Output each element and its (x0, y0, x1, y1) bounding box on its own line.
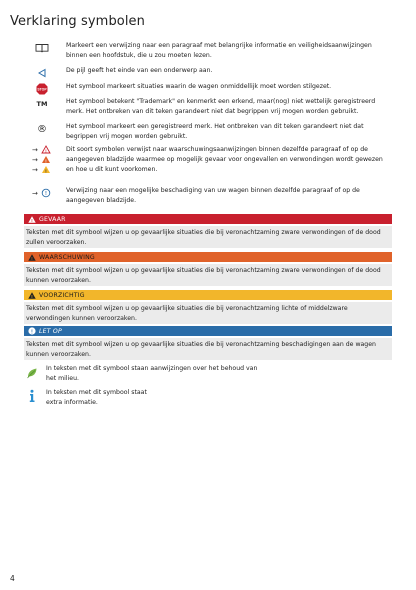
page-title: Verklaring symbolen (10, 14, 145, 29)
svg-text:→: → (32, 156, 38, 164)
svg-text:!: ! (31, 217, 33, 223)
warning-triangle-icon (28, 216, 36, 223)
warning-text: Teksten met dit symbool wijzen u op gevaarlijke situaties die bij veronachtzaming lichte of middelzware verwondingen kunnen veroorzaken. (24, 302, 392, 324)
page-number: 4 (10, 574, 15, 583)
registered-label: ® (37, 123, 47, 135)
symbol-description: Markeert een verwijzing naar een paragraaf met belangrijke informatie en veiligheidsaanwijzingen binnen een hoofdstuk, die u zou moeten lezen. (66, 42, 372, 59)
svg-text:!: ! (45, 191, 47, 198)
warning-header-waarschuwing (24, 252, 392, 262)
warning-text: Teksten met dit symbool wijzen u op gevaarlijke situaties die bij veronachtzaming zware verwondingen of de dood kunnen veroorzaken. (24, 264, 392, 286)
svg-text:!: ! (31, 255, 33, 261)
warning-level: WAARSCHUWING (39, 253, 95, 261)
arrow-left-icon (30, 66, 54, 80)
warning-arrows-icon (30, 145, 54, 175)
warning-triangle-icon (28, 292, 36, 299)
registered-icon (30, 122, 54, 136)
warning-level: LET OP (39, 327, 62, 335)
book-icon (30, 41, 54, 55)
svg-text:!: ! (45, 158, 47, 164)
note-text: In teksten met dit symbool staan aanwijzingen over het behoud van het milieu. (46, 365, 258, 382)
trademark-icon (30, 97, 54, 111)
symbol-description: Dit soort symbolen verwijst naar waarschuwingsaanwijzingen binnen dezelfde paragraaf of op de aangegeven bladzijde waarmee op mogelijk gevaar voor ongevallen en verwondingen wordt gewezen en hoe u dit kunt voorkomen. (66, 146, 383, 173)
svg-text:→: → (32, 146, 38, 154)
warning-text: Teksten met dit symbool wijzen u op gevaarlijke situaties die bij veronachtzaming beschadigingen aan de wagen kunnen veroorzaken. (24, 338, 392, 360)
damage-arrow-icon (30, 186, 54, 200)
warning-level: GEVAAR (39, 215, 66, 223)
svg-text:!: ! (31, 293, 33, 299)
svg-text:→: → (32, 166, 38, 174)
notice-circle-icon (28, 327, 36, 335)
trademark-label: TM (36, 100, 48, 108)
warning-header-let-op (24, 326, 392, 336)
leaf-icon (26, 364, 38, 376)
svg-text:!: ! (31, 329, 33, 335)
svg-text:!: ! (45, 168, 47, 174)
svg-text:→: → (32, 189, 38, 198)
stop-sign-icon (30, 82, 54, 96)
warning-triangle-icon (28, 254, 36, 261)
symbol-description: De pijl geeft het einde van een onderwerp aan. (66, 67, 213, 74)
warning-header-voorzichtig (24, 290, 392, 300)
symbol-description: Het symbool betekent "Trademark" en kenmerkt een erkend, maar(nog) niet wettelijk geregistreerd merk. Het ontbreken van dit teken garandeert niet dat begrippen vrij mogen worden gebruikt. (66, 98, 376, 115)
note-text: In teksten met dit symbool staat extra informatie. (46, 389, 147, 406)
symbol-description: Verwijzing naar een mogelijke beschadiging van uw wagen binnen dezelfde paragraaf of op de aangegeven bladzijde. (66, 187, 360, 204)
stop-label: STOP (37, 87, 47, 92)
symbol-description: Het symbool markeert situaties waarin de wagen onmiddellijk moet worden stilgezet. (66, 83, 332, 90)
warning-level: VOORZICHTIG (39, 291, 85, 299)
svg-text:!: ! (45, 148, 47, 154)
warning-text: Teksten met dit symbool wijzen u op gevaarlijke situaties die bij veronachtzaming zware verwondingen of de dood zullen veroorzaken. (24, 226, 392, 248)
warning-header-gevaar (24, 214, 392, 224)
symbol-description: Het symbool markeert een geregistreerd merk. Het ontbreken van dit teken garandeert niet dat begrippen vrij mogen worden gebruikt. (66, 123, 364, 140)
info-icon (26, 388, 38, 400)
